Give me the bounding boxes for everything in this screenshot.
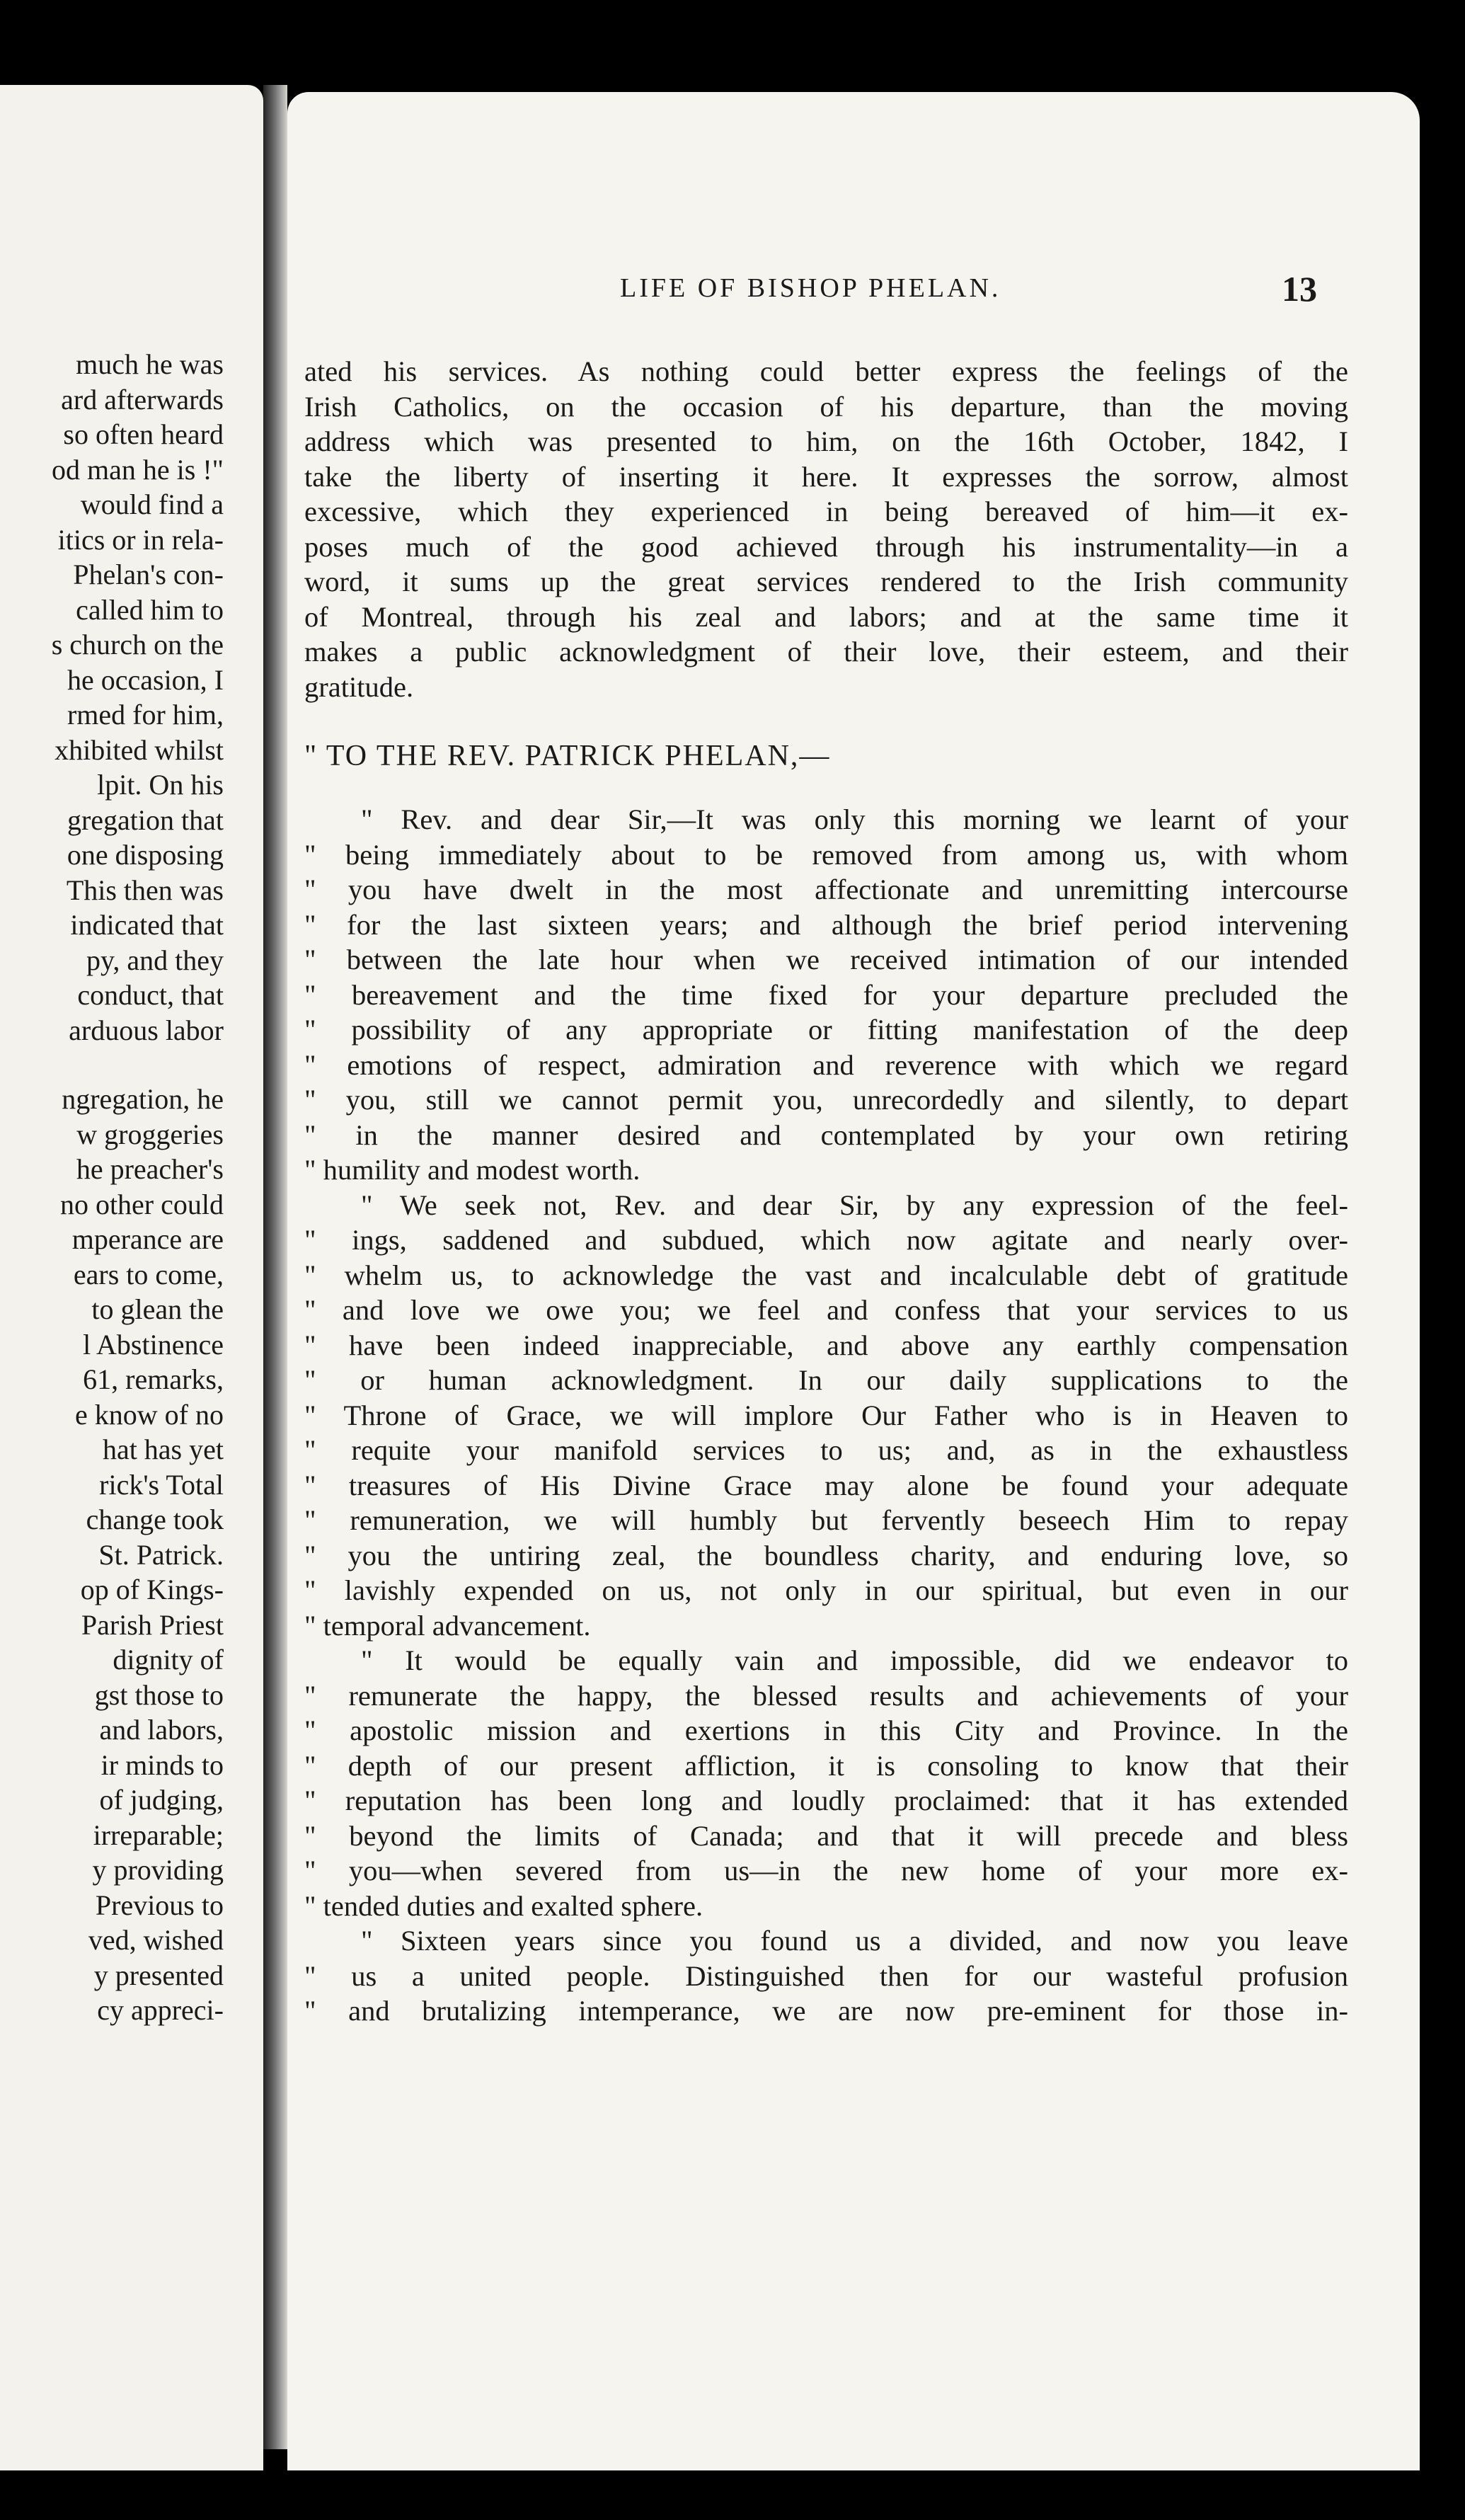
text-line: " depth of our present affliction, it is consoling to know that their <box>304 1749 1348 1782</box>
left-page-line: y presented <box>93 1959 224 1991</box>
left-page-line: rmed for him, <box>67 699 224 731</box>
left-page-line: ard afterwards <box>61 383 224 416</box>
text-line: " between the late hour when we received intimation of our intended <box>304 944 1348 975</box>
text-line: " reputation has been long and loudly proclaimed: that it has extended <box>304 1785 1348 1816</box>
text-line: " you, still we cannot permit you, unrecordedly and silently, to depart <box>304 1084 1348 1116</box>
left-page-line: e know of no <box>75 1398 224 1431</box>
left-page-line: he preacher's <box>76 1153 224 1185</box>
text-line: ated his services. As nothing could better express the feelings of the <box>304 355 1348 387</box>
text-line: " temporal advancement. <box>304 1609 591 1642</box>
left-page-line: gregation that <box>67 803 224 836</box>
address-paragraph <box>304 1643 1348 1923</box>
left-page-line: would find a <box>80 488 224 520</box>
left-page-line: ngregation, he <box>62 1083 224 1115</box>
left-page-line: rick's Total <box>99 1468 224 1501</box>
address-text <box>304 802 1348 2029</box>
text-line: take the liberty of inserting it here. It expresses the sorrow, almost <box>304 460 1348 493</box>
text-line: " possibility of any appropriate or fitting manifestation of the deep <box>304 1014 1348 1046</box>
left-page-line: St. Patrick. <box>98 1538 224 1571</box>
text-line: " and brutalizing intemperance, we are now pre-eminent for those in- <box>304 1995 1348 2027</box>
left-page-line: mperance are <box>71 1223 224 1255</box>
text-line: excessive, which they experienced in being bereaved of him—it ex- <box>304 496 1348 527</box>
left-page-text <box>0 347 224 2028</box>
text-line: of Montreal, through his zeal and labors; and at the same time it <box>304 600 1348 633</box>
left-page-line: Phelan's con- <box>73 559 224 590</box>
page-number: 13 <box>1282 269 1317 309</box>
left-page-line: lpit. On his <box>97 769 224 801</box>
text-line: " lavishly expended on us, not only in our spiritual, but even in our <box>304 1574 1348 1606</box>
text-line: " Throne of Grace, we will implore Our Father who is in Heaven to <box>304 1399 1348 1431</box>
text-line: " humility and modest worth. <box>304 1154 640 1186</box>
left-page-line: conduct, that <box>77 979 224 1011</box>
page-header <box>287 269 1420 315</box>
text-line: " beyond the limits of Canada; and that it will precede and bless <box>304 1819 1348 1852</box>
address-paragraph <box>304 802 1348 1188</box>
left-page-line: he occasion, I <box>67 663 224 696</box>
text-line: word, it sums up the great services rendered to the Irish community <box>304 566 1348 597</box>
text-line: " remuneration, we will humbly but fervently beseech Him to repay <box>304 1504 1348 1536</box>
left-page-line: of judging, <box>99 1784 224 1816</box>
address-paragraph <box>304 1923 1348 2029</box>
left-page-line: w groggeries <box>76 1118 224 1150</box>
text-line: " ings, saddened and subdued, which now agitate and nearly over- <box>304 1224 1348 1256</box>
text-line: " emotions of respect, admiration and reverence with which we regard <box>304 1048 1348 1081</box>
text-line: " for the last sixteen years; and although the brief period intervening <box>304 908 1348 941</box>
text-line: " you the untiring zeal, the boundless charity, and enduring love, so <box>304 1539 1348 1571</box>
text-line: gratitude. <box>304 670 414 703</box>
left-page-line: dignity of <box>113 1644 224 1676</box>
right-page <box>287 92 1420 2470</box>
text-line: Irish Catholics, on the occasion of his departure, than the moving <box>304 390 1348 423</box>
text-line: " bereavement and the time fixed for your departure precluded the <box>304 978 1348 1011</box>
text-line: " It would be equally vain and impossible, did we endeavor to <box>361 1644 1348 1676</box>
left-page-line: much he was <box>76 348 224 380</box>
left-page-line: y providing <box>92 1854 224 1886</box>
left-page-line: Previous to <box>95 1889 224 1921</box>
text-line: " treasures of His Divine Grace may alone be found your adequate <box>304 1469 1348 1501</box>
text-line: " and love we owe you; we feel and confess that your services to us <box>304 1294 1348 1326</box>
left-page-line: op of Kings- <box>80 1574 224 1605</box>
text-line: " you—when severed from us—in the new home of your more ex- <box>304 1855 1348 1886</box>
book-gutter <box>263 85 287 2449</box>
text-line: " tended duties and exalted sphere. <box>304 1889 703 1922</box>
address-salutation: " TO THE REV. PATRICK PHELAN,— <box>304 740 831 772</box>
page-body <box>304 354 1348 2029</box>
text-line: " requite your manifold services to us; and, as in the exhaustless <box>304 1434 1348 1466</box>
left-page-line: and labors, <box>99 1714 224 1746</box>
left-page-line: s church on the <box>51 629 224 660</box>
text-line: " Sixteen years since you found us a divided, and now you leave <box>361 1925 1348 1957</box>
text-line: " have been indeed inappreciable, and above any earthly compensation <box>304 1329 1348 1361</box>
left-page-line: so often heard <box>63 418 224 450</box>
left-page-line: od man he is !" <box>52 453 224 486</box>
left-page-line: 61, remarks, <box>83 1363 224 1395</box>
left-page-line: change took <box>86 1504 224 1535</box>
text-line: " us a united people. Distinguished then for our wasteful profusion <box>304 1959 1348 1992</box>
text-line: " whelm us, to acknowledge the vast and incalculable debt of gratitude <box>304 1259 1348 1291</box>
left-page-line: ved, wished <box>88 1924 224 1956</box>
left-page-line: ears to come, <box>73 1258 224 1290</box>
left-page-line: hat has yet <box>102 1433 224 1465</box>
left-page-line: cy appreci- <box>97 1994 224 2026</box>
text-line: " remunerate the happy, the blessed results and achievements of your <box>304 1679 1348 1712</box>
left-page-line: called him to <box>76 593 224 626</box>
left-page-line: ir minds to <box>100 1748 224 1781</box>
left-page-line: no other could <box>59 1188 224 1220</box>
left-page-fragment <box>0 85 263 2470</box>
left-page-line: gst those to <box>94 1678 224 1711</box>
text-line: " apostolic mission and exertions in this City and Province. In the <box>304 1714 1348 1746</box>
left-page-line: one disposing <box>67 839 224 871</box>
text-line: " in the manner desired and contemplated by your own retiring <box>304 1118 1348 1151</box>
text-line: " or human acknowledgment. In our daily supplications to the <box>304 1364 1348 1396</box>
left-page-line <box>0 1048 224 1082</box>
intro-paragraph <box>304 354 1348 704</box>
address-paragraph <box>304 1188 1348 1644</box>
left-page-line: arduous labor <box>69 1014 224 1046</box>
left-page-line: xhibited whilst <box>54 733 224 766</box>
text-line: makes a public acknowledgment of their love, their esteem, and their <box>304 636 1348 668</box>
text-line: " Rev. and dear Sir,—It was only this morning we learnt of your <box>361 803 1348 835</box>
running-head: LIFE OF BISHOP PHELAN. <box>620 273 1001 303</box>
text-line: address which was presented to him, on the 16th October, 1842, I <box>304 425 1348 457</box>
left-page-line: This then was <box>66 874 224 906</box>
left-page-line: itics or in rela- <box>57 523 224 556</box>
text-line: poses much of the good achieved through his instrumentality—in a <box>304 530 1348 563</box>
text-line: " you have dwelt in the most affectionate and unremitting intercourse <box>304 874 1348 905</box>
text-line: " being immediately about to be removed from among us, with whom <box>304 838 1348 871</box>
left-page-line: l Abstinence <box>83 1328 224 1361</box>
text-line: " We seek not, Rev. and dear Sir, by any expression of the feel- <box>361 1189 1348 1221</box>
left-page-line: irreparable; <box>93 1819 224 1851</box>
left-page-line: py, and they <box>86 944 224 976</box>
left-page-line: to glean the <box>91 1293 224 1325</box>
left-page-line: indicated that <box>70 909 224 941</box>
left-page-line: Parish Priest <box>81 1608 224 1641</box>
